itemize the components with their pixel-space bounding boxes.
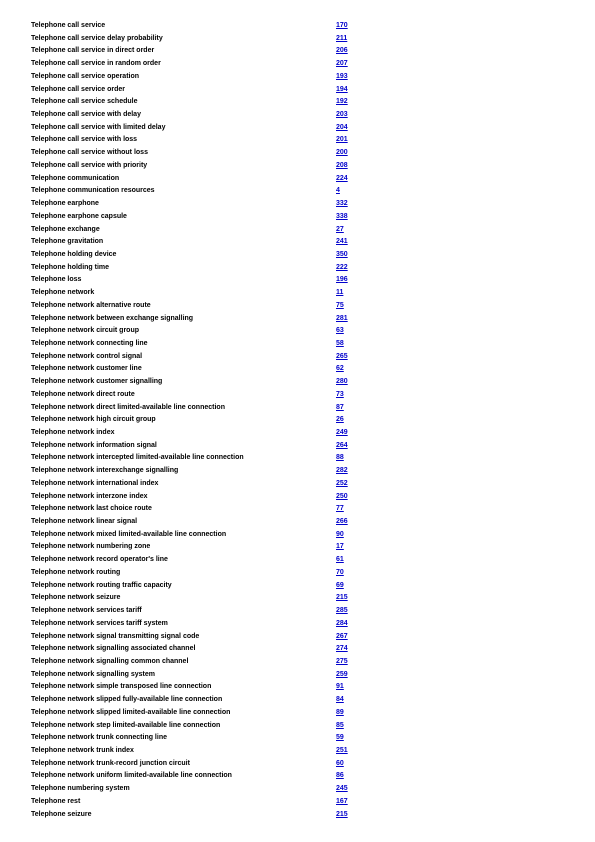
page-number-link[interactable]: 89 bbox=[336, 708, 344, 716]
index-entry bbox=[31, 212, 371, 225]
index-term: Telephone call service in random order bbox=[31, 60, 161, 68]
page-number-link[interactable]: 265 bbox=[336, 352, 348, 360]
index-entry bbox=[31, 746, 371, 759]
index-entry bbox=[31, 46, 371, 59]
index-term: Telephone exchange bbox=[31, 225, 100, 233]
page-number-link[interactable]: 266 bbox=[336, 518, 348, 526]
index-term: Telephone network slipped fully-available line connection bbox=[31, 696, 223, 704]
index-term: Telephone network routing traffic capacity bbox=[31, 581, 172, 589]
index-term: Telephone network signal transmitting signal code bbox=[31, 632, 200, 640]
index-term: Telephone network alternative route bbox=[31, 301, 151, 309]
index-term: Telephone network slipped limited-available line connection bbox=[31, 708, 231, 716]
page-number-link[interactable]: 222 bbox=[336, 263, 348, 271]
index-term: Telephone call service with priority bbox=[31, 161, 148, 169]
page-number-link[interactable]: 252 bbox=[336, 479, 348, 487]
index-term: Telephone call service schedule bbox=[31, 98, 138, 106]
index-entry bbox=[31, 428, 371, 441]
index-term: Telephone network signalling system bbox=[31, 670, 155, 678]
index-term: Telephone communication bbox=[31, 174, 120, 182]
page-number-link[interactable]: 251 bbox=[336, 746, 348, 754]
page-number-link[interactable]: 85 bbox=[336, 721, 344, 729]
index-entry bbox=[31, 97, 371, 110]
page-number-link[interactable]: 91 bbox=[336, 683, 344, 691]
page-number-link[interactable]: 284 bbox=[336, 619, 348, 627]
page-number-link[interactable]: 282 bbox=[336, 467, 348, 475]
index-term: Telephone gravitation bbox=[31, 238, 104, 246]
index-entry bbox=[31, 492, 371, 505]
index-entry bbox=[31, 263, 371, 276]
index-entry bbox=[31, 135, 371, 148]
page-number-link[interactable]: 170 bbox=[336, 22, 348, 29]
page-number-link[interactable]: 241 bbox=[336, 238, 348, 246]
index-term: Telephone network interexchange signalling bbox=[31, 467, 179, 475]
page-number-link[interactable]: 204 bbox=[336, 123, 348, 131]
index-entry bbox=[31, 619, 371, 632]
index-term: Telephone communication resources bbox=[31, 187, 155, 195]
page-number-link[interactable]: 61 bbox=[336, 556, 344, 564]
page-number-link[interactable]: 77 bbox=[336, 505, 344, 513]
index-entry bbox=[31, 682, 371, 695]
index-entry bbox=[31, 733, 371, 746]
page-number-link[interactable]: 196 bbox=[336, 276, 348, 284]
page-number-link[interactable]: 215 bbox=[336, 810, 348, 818]
page-number-link[interactable]: 201 bbox=[336, 136, 348, 144]
index-entry bbox=[31, 542, 371, 555]
index-entry bbox=[31, 695, 371, 708]
page-number-link[interactable]: 86 bbox=[336, 772, 344, 780]
index-entry bbox=[31, 415, 371, 428]
page-number-link[interactable]: 267 bbox=[336, 632, 348, 640]
index-entry bbox=[31, 759, 371, 772]
page-number-link[interactable]: 11 bbox=[336, 289, 344, 297]
index-entry bbox=[31, 110, 371, 123]
index-entry bbox=[31, 390, 371, 403]
index-term: Telephone network index bbox=[31, 429, 115, 436]
index-term: Telephone call service without loss bbox=[31, 149, 148, 157]
index-term: Telephone network step limited-available line connection bbox=[31, 721, 221, 729]
index-term: Telephone network trunk connecting line bbox=[31, 734, 167, 742]
index-entry bbox=[31, 466, 371, 479]
index-entry bbox=[31, 174, 371, 187]
index-entry bbox=[31, 301, 371, 314]
index-entry bbox=[31, 314, 371, 327]
index-entry bbox=[31, 364, 371, 377]
page-number-link[interactable]: 192 bbox=[336, 98, 348, 106]
index-entry bbox=[31, 161, 371, 174]
index-term: Telephone network signalling common channel bbox=[31, 657, 189, 665]
index-term: Telephone network between exchange signalling bbox=[31, 314, 194, 322]
index-term: Telephone call service operation bbox=[31, 72, 140, 80]
index-entry bbox=[31, 632, 371, 645]
index-entry bbox=[31, 797, 371, 810]
index-term: Telephone network direct limited-available line connection bbox=[31, 403, 225, 411]
index-term: Telephone seizure bbox=[31, 810, 92, 818]
page-number-link[interactable]: 281 bbox=[336, 314, 348, 322]
index-entry bbox=[31, 186, 371, 199]
index-entry bbox=[31, 288, 371, 301]
page-number-link[interactable]: 62 bbox=[336, 365, 344, 373]
page-number-link[interactable]: 249 bbox=[336, 429, 348, 436]
index-entry bbox=[31, 810, 371, 823]
page-number-link[interactable]: 167 bbox=[336, 797, 348, 805]
index-term: Telephone loss bbox=[31, 276, 82, 284]
page-number-link[interactable]: 332 bbox=[336, 200, 348, 208]
index-term: Telephone network uniform limited-available line connection bbox=[31, 772, 232, 780]
index-entry bbox=[31, 517, 371, 530]
index-entry bbox=[31, 326, 371, 339]
page-number-link[interactable]: 203 bbox=[336, 111, 348, 119]
index-term: Telephone network customer signalling bbox=[31, 378, 163, 386]
index-term: Telephone network simple transposed line connection bbox=[31, 683, 212, 691]
page-number-link[interactable]: 26 bbox=[336, 416, 344, 424]
index-entry bbox=[31, 377, 371, 390]
index-entry bbox=[31, 606, 371, 619]
page-number-link[interactable]: 206 bbox=[336, 47, 348, 55]
index-term: Telephone network connecting line bbox=[31, 339, 148, 347]
index-term: Telephone network customer line bbox=[31, 365, 142, 373]
index-term: Telephone call service bbox=[31, 22, 106, 29]
index-term: Telephone network information signal bbox=[31, 441, 157, 449]
index-entry bbox=[31, 85, 371, 98]
index-term: Telephone network circuit group bbox=[31, 327, 139, 335]
index-entry bbox=[31, 352, 371, 365]
index-term: Telephone earphone bbox=[31, 200, 99, 208]
page-number-link[interactable]: 211 bbox=[336, 34, 348, 42]
page-number-link[interactable]: 274 bbox=[336, 645, 348, 653]
index-term: Telephone rest bbox=[31, 797, 81, 805]
index-term: Telephone network interzone index bbox=[31, 492, 148, 500]
page-number-link[interactable]: 90 bbox=[336, 530, 344, 538]
index-entry bbox=[31, 784, 371, 797]
page-number-link[interactable]: 73 bbox=[336, 390, 344, 398]
index-entry bbox=[31, 593, 371, 606]
page-number-link[interactable]: 63 bbox=[336, 327, 344, 335]
index-entry bbox=[31, 21, 371, 34]
index-entry bbox=[31, 581, 371, 594]
index-entry bbox=[31, 555, 371, 568]
page-number-link[interactable]: 17 bbox=[336, 543, 344, 551]
index-entry bbox=[31, 453, 371, 466]
index-entry bbox=[31, 721, 371, 734]
index-term: Telephone network record operator's line bbox=[31, 556, 168, 564]
page-number-link[interactable]: 69 bbox=[336, 581, 344, 589]
index-term: Telephone network trunk index bbox=[31, 746, 134, 754]
index-term: Telephone network mixed limited-available line connection bbox=[31, 530, 227, 538]
index-entry bbox=[31, 670, 371, 683]
page-number-link[interactable]: 84 bbox=[336, 696, 344, 704]
page-number-link[interactable]: 88 bbox=[336, 454, 344, 462]
page-number-link[interactable]: 60 bbox=[336, 759, 344, 767]
page-number-link[interactable]: 280 bbox=[336, 378, 348, 386]
index-entry bbox=[31, 34, 371, 47]
index-term: Telephone holding time bbox=[31, 263, 110, 271]
index-term: Telephone network high circuit group bbox=[31, 416, 156, 424]
index-term: Telephone network routing bbox=[31, 568, 121, 576]
page-number-link[interactable]: 200 bbox=[336, 149, 348, 157]
index-term: Telephone call service with limited delay bbox=[31, 123, 166, 131]
page-number-link[interactable]: 75 bbox=[336, 301, 344, 309]
index-term: Telephone network seizure bbox=[31, 594, 121, 602]
page-number-link[interactable]: 70 bbox=[336, 568, 344, 576]
index-term: Telephone call service order bbox=[31, 85, 126, 93]
index-list bbox=[31, 21, 371, 822]
page-number-link[interactable]: 208 bbox=[336, 161, 348, 169]
index-entry bbox=[31, 250, 371, 263]
index-term: Telephone network trunk-record junction circuit bbox=[31, 759, 190, 767]
page-number-link[interactable]: 193 bbox=[336, 72, 348, 80]
index-term: Telephone network bbox=[31, 289, 95, 297]
page-number-link[interactable]: 58 bbox=[336, 339, 344, 347]
index-entry bbox=[31, 530, 371, 543]
page-number-link[interactable]: 350 bbox=[336, 250, 348, 258]
index-term: Telephone network signalling associated channel bbox=[31, 645, 196, 653]
page-number-link[interactable]: 338 bbox=[336, 212, 348, 220]
page-number-link[interactable]: 4 bbox=[336, 187, 340, 195]
index-term: Telephone network linear signal bbox=[31, 518, 138, 526]
index-term: Telephone call service delay probability bbox=[31, 34, 163, 42]
index-term: Telephone network intercepted limited-available line connection bbox=[31, 454, 244, 462]
index-entry bbox=[31, 59, 371, 72]
page-number-link[interactable]: 207 bbox=[336, 60, 348, 68]
index-term: Telephone network last choice route bbox=[31, 505, 152, 513]
index-term: Telephone holding device bbox=[31, 250, 117, 258]
page-number-link[interactable]: 224 bbox=[336, 174, 348, 182]
index-term: Telephone network numbering zone bbox=[31, 543, 151, 551]
index-entry bbox=[31, 237, 371, 250]
index-entry bbox=[31, 644, 371, 657]
index-entry bbox=[31, 225, 371, 238]
index-term: Telephone call service with delay bbox=[31, 111, 141, 119]
index-entry bbox=[31, 771, 371, 784]
index-entry bbox=[31, 199, 371, 212]
index-entry bbox=[31, 148, 371, 161]
index-term: Telephone call service in direct order bbox=[31, 47, 155, 55]
index-term: Telephone earphone capsule bbox=[31, 212, 127, 220]
page-number-link[interactable]: 59 bbox=[336, 734, 344, 742]
index-term: Telephone network international index bbox=[31, 479, 159, 487]
index-entry bbox=[31, 403, 371, 416]
page-number-link[interactable]: 27 bbox=[336, 225, 344, 233]
index-entry bbox=[31, 568, 371, 581]
page-number-link[interactable]: 87 bbox=[336, 403, 344, 411]
page-number-link[interactable]: 194 bbox=[336, 85, 348, 93]
index-entry bbox=[31, 339, 371, 352]
index-entry bbox=[31, 657, 371, 670]
index-entry bbox=[31, 72, 371, 85]
page-number-link[interactable]: 245 bbox=[336, 785, 348, 793]
page-number-link[interactable]: 275 bbox=[336, 657, 348, 665]
page-number-link[interactable]: 285 bbox=[336, 607, 348, 615]
page-number-link[interactable]: 215 bbox=[336, 594, 348, 602]
index-term: Telephone call service with loss bbox=[31, 136, 138, 144]
index-entry bbox=[31, 275, 371, 288]
index-entry bbox=[31, 441, 371, 454]
index-term: Telephone network control signal bbox=[31, 352, 143, 360]
index-term: Telephone network services tariff system bbox=[31, 619, 168, 627]
index-entry bbox=[31, 479, 371, 492]
index-term: Telephone network direct route bbox=[31, 390, 135, 398]
index-entry bbox=[31, 708, 371, 721]
page-number-link[interactable]: 264 bbox=[336, 441, 348, 449]
page-number-link[interactable]: 259 bbox=[336, 670, 348, 678]
page-number-link[interactable]: 250 bbox=[336, 492, 348, 500]
index-entry bbox=[31, 123, 371, 136]
index-entry bbox=[31, 504, 371, 517]
index-term: Telephone numbering system bbox=[31, 785, 130, 793]
index-term: Telephone network services tariff bbox=[31, 607, 142, 615]
